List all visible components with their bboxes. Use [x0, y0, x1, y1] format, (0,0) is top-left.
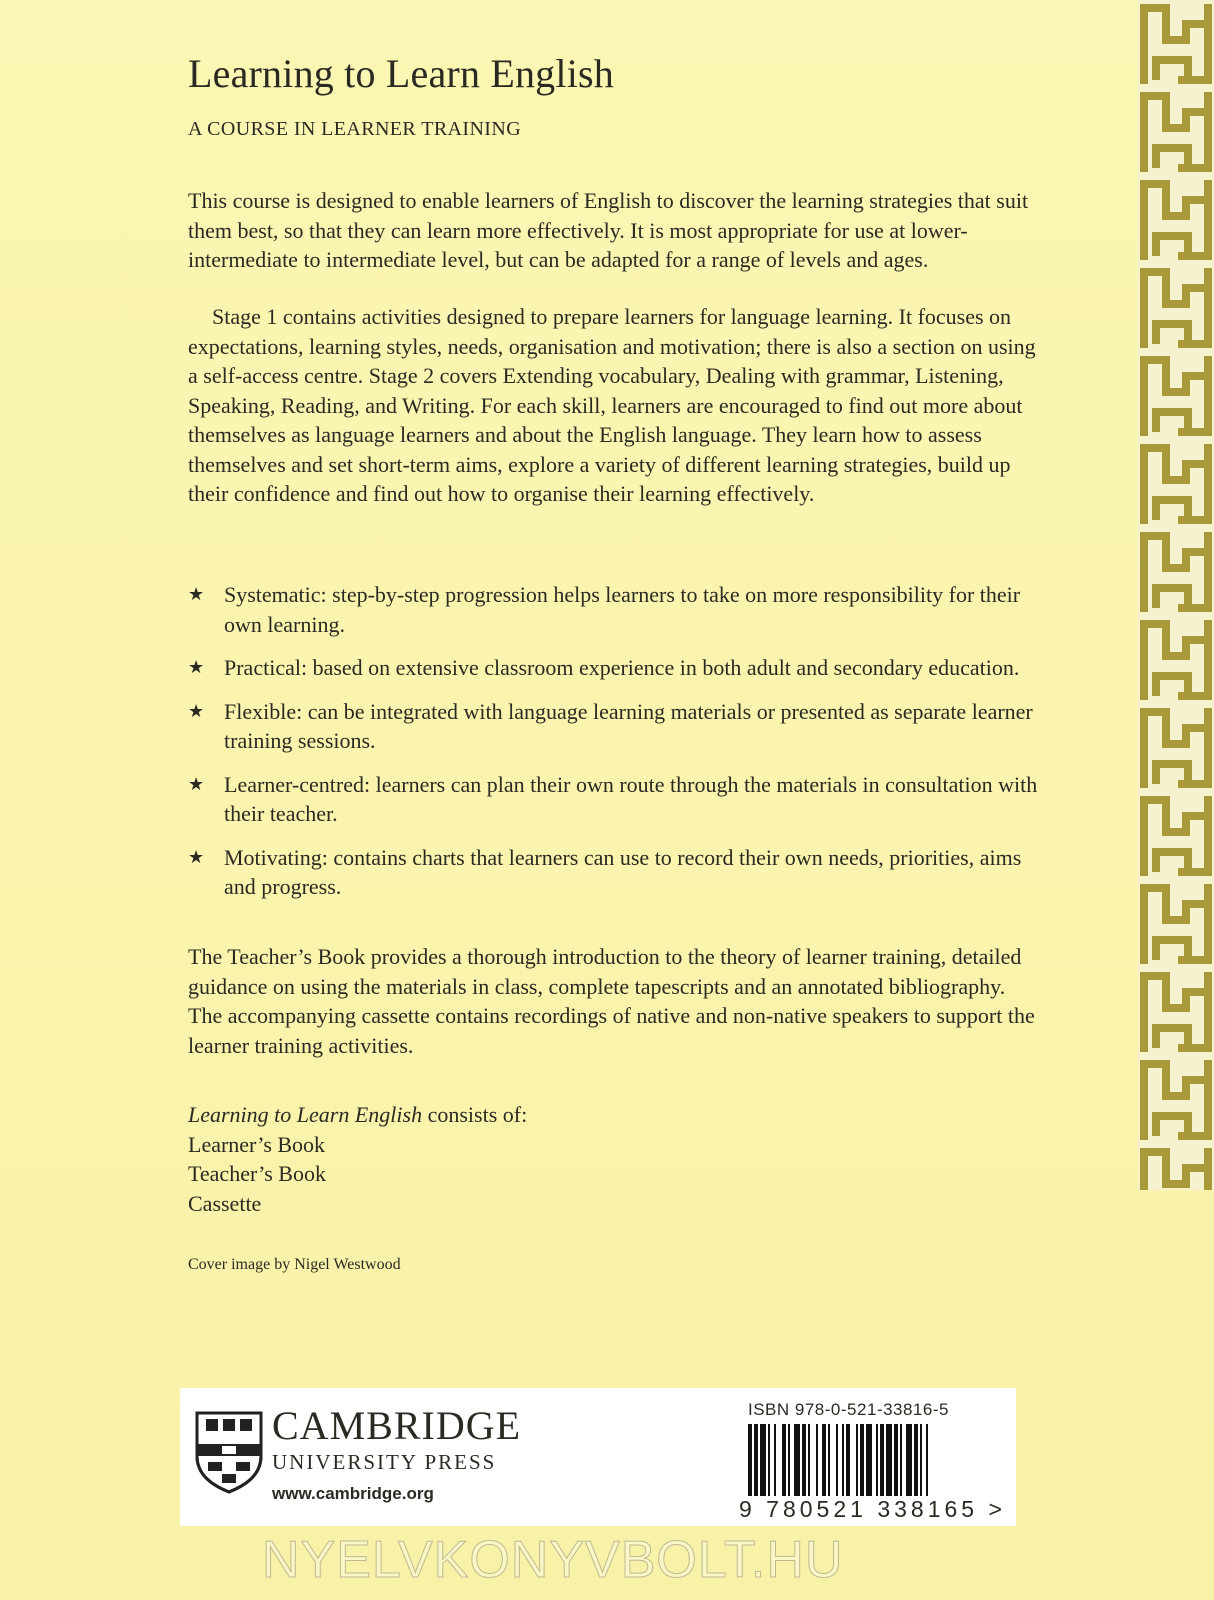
- meander-unit: [1140, 4, 1212, 84]
- site-watermark: NYELVKONYVBOLT.HU: [262, 1531, 844, 1589]
- publisher-panel: [180, 1388, 1016, 1526]
- publisher-subname: UNIVERSITY PRESS: [272, 1450, 497, 1474]
- component-item: Cassette: [188, 1190, 262, 1216]
- barcode-digits: 9 780521 338165 >: [735, 1496, 1010, 1523]
- meander-unit: [1140, 356, 1212, 436]
- cover-credit: Cover image by Nigel Westwood: [188, 1256, 401, 1273]
- meander-pattern-graphic: [1138, 0, 1214, 1190]
- meander-unit: [1140, 1148, 1212, 1190]
- components-heading: [188, 1100, 527, 1130]
- star-bullet-icon: ★: [188, 773, 205, 795]
- meander-unit: [1140, 884, 1212, 964]
- meander-unit: [1140, 1060, 1212, 1140]
- meander-unit: [1140, 268, 1212, 348]
- book-subtitle: A COURSE IN LEARNER TRAINING: [188, 118, 522, 140]
- meander-unit: [1140, 180, 1212, 260]
- meander-unit: [1140, 532, 1212, 612]
- isbn-label: ISBN 978-0-521-33816-5: [748, 1400, 949, 1419]
- stages-paragraph: Stage 1 contains activities designed to prepare learners for language learning. It focuses on expectations, learning styles, needs, organisation and motivation; there is also a section on using a self-access centre. Stage 2 covers Extending vocabulary, Dealing with grammar, Listening, Speaking, Reading, and Writing. For each skill, learners are encouraged to find out more about themselves as language learners and about the English language. They learn how to assess themselves and set short-term aims, explore a variety of different learning strategies, build up their confidence and find out how to organise their learning effectively.: [188, 304, 1036, 506]
- star-bullet-icon: ★: [188, 657, 205, 678]
- feature-text: Flexible: can be integrated with language learning materials or presented as separate learner training sessions.: [224, 698, 1033, 753]
- star-bullet-icon: ★: [188, 846, 205, 868]
- components-title: Learning to Learn English: [188, 1102, 423, 1127]
- intro-paragraph: This course is designed to enable learners of English to discover the learning strategies that suit them best, so that they can learn more effectively. It is most appropriate for use at lower-intermediate to intermediate level, but can be adapted for a range of levels and ages.: [188, 188, 1029, 272]
- component-item: Learner’s Book: [188, 1131, 326, 1157]
- feature-item: [188, 770, 1038, 829]
- components-list: [188, 1100, 527, 1218]
- star-bullet-icon: ★: [188, 700, 205, 722]
- feature-item: [188, 843, 1038, 902]
- feature-text: Learner-centred: learners can plan their own route through the materials in consultation with their teacher.: [224, 771, 1038, 826]
- feature-list: [188, 580, 1038, 916]
- meander-unit: [1140, 620, 1212, 700]
- component-item: Teacher’s Book: [188, 1161, 326, 1186]
- meander-unit: [1140, 796, 1212, 876]
- feature-text: Practical: based on extensive classroom experience in both adult and secondary education.: [224, 655, 1020, 680]
- feature-text: Motivating: contains charts that learners can use to record their own needs, priorities, aims and progress.: [224, 844, 1022, 899]
- decorative-border-pattern: [1138, 0, 1214, 1190]
- publisher-logo-text: [272, 1403, 522, 1504]
- book-title: Learning to Learn English: [188, 51, 614, 96]
- feature-item: [188, 653, 1038, 683]
- star-bullet-icon: ★: [188, 584, 205, 605]
- publisher-url: www.cambridge.org: [272, 1484, 434, 1503]
- publisher-name: CAMBRIDGE: [272, 1403, 522, 1448]
- meander-unit: [1140, 92, 1212, 172]
- meander-unit: [1140, 708, 1212, 788]
- feature-item: [188, 697, 1038, 756]
- meander-unit: [1140, 972, 1212, 1052]
- feature-item: [188, 580, 1038, 639]
- teachers-book-paragraph: The Teacher’s Book provides a thorough introduction to the theory of learner training, detailed guidance on using the materials in class, complete tapescripts and an annotated bibliography. The accompanying cassette contains recordings of native and non-native speakers to support the learner training activities.: [188, 944, 1035, 1058]
- components-suffix: consists of:: [422, 1102, 528, 1127]
- cambridge-crest-icon: [194, 1410, 264, 1494]
- meander-unit: [1140, 444, 1212, 524]
- feature-text: Systematic: step-by-step progression helps learners to take on more responsibility for their own learning.: [224, 582, 1021, 637]
